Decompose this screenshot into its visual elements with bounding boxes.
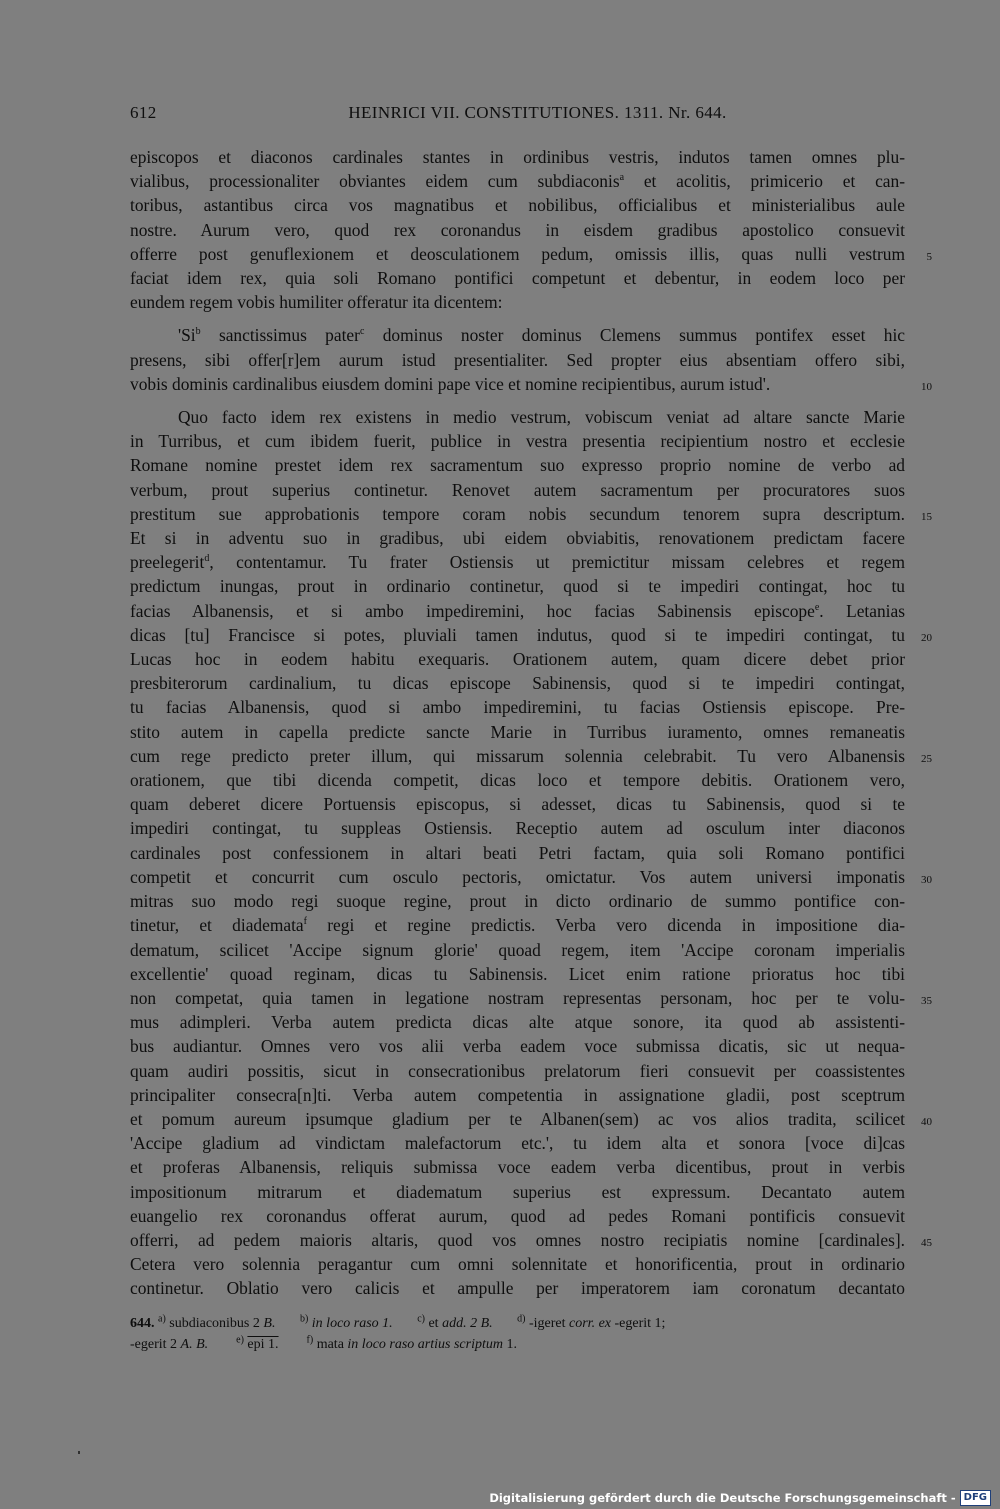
text-line xyxy=(130,218,905,242)
line-number: 10 xyxy=(921,380,932,393)
fn-e-text: epi 1. xyxy=(247,1337,279,1352)
line-number: 25 xyxy=(921,752,932,765)
line-segment: presens, sibi offer[r]em aurum istud presentialiter. Sed propter eius absentiam offero sibi, xyxy=(130,349,905,370)
text-line xyxy=(130,986,932,1010)
text-line xyxy=(130,453,905,477)
line-segment: 'Accipe gladium ad vindictam malefactorum etc.', tu idem alta et sonora [voce di]cas xyxy=(130,1133,905,1154)
fn-d-line2: -egerit 2 xyxy=(130,1337,178,1352)
line-number: 40 xyxy=(921,1115,932,1128)
text-line xyxy=(130,193,905,217)
line-segment: presbiterorum cardinalium, tu dicas episcope Sabinensis, quod si te impediri contingat, xyxy=(130,673,905,694)
line-segment: et acolitis, primicerio et can- xyxy=(624,171,905,192)
line-segment: offerri, ad pedem maioris altaris, quod vos omnes nostro recipiatis nomine [cardinales]. xyxy=(130,1229,905,1250)
text-line xyxy=(130,792,905,816)
fn-c-add: add. xyxy=(442,1316,467,1331)
line-segment: Romane nomine prestet idem rex sacramentum suo expresso proprio nomine de verbo ad xyxy=(130,455,905,476)
fn-b-mark: b) xyxy=(299,1313,309,1325)
page-header xyxy=(130,103,905,127)
main-text xyxy=(130,145,932,1301)
footnotes xyxy=(130,1313,905,1355)
line-number: 35 xyxy=(921,994,932,1007)
fn-a-text: subdiaconibus 2 xyxy=(169,1316,260,1331)
line-segment: , contentamur. Tu frater Ostiensis ut premictitur missam celebres et regem xyxy=(209,552,905,573)
line-segment: regi et regine predictis. Verba vero dicenda in impositione dia- xyxy=(306,915,905,936)
line-segment: offerre post genuflexionem et deosculationem pedum, omissis illis, quas nulli vestrum xyxy=(130,243,905,264)
line-segment: mitras suo modo regi suoque regine, prout in dicto ordinario de summo pontifice con- xyxy=(130,891,905,912)
text-line xyxy=(130,429,905,453)
text-line xyxy=(130,1083,905,1107)
fn-a-source: B. xyxy=(263,1316,276,1331)
text-line xyxy=(130,647,905,671)
fn-f-mark: f) xyxy=(306,1334,314,1346)
line-segment: 'Si xyxy=(178,325,196,346)
line-segment: quam audiri possitis, sicut in consecrationibus prelatorum fieri consuevit per coassistentes xyxy=(130,1060,905,1081)
line-segment: prestitum sue approbationis tempore coram nobis secundum tenorem supra descriptum. xyxy=(130,503,905,524)
line-segment: Lucas hoc in eodem habitu exequaris. Orationem autem, quam dicere debet prior xyxy=(130,649,905,670)
text-line xyxy=(130,1034,905,1058)
line-segment: euangelio rex coronandus offerat aurum, quod ad pedes Romani pontificis consuevit xyxy=(130,1205,905,1226)
footnote-line-1 xyxy=(130,1313,905,1334)
text-line xyxy=(130,145,905,169)
text-line xyxy=(130,744,932,768)
running-title: HEINRICI VII. CONSTITUTIONES. 1311. Nr. 644. xyxy=(348,103,727,122)
line-segment: et pomum aureum ipsumque gladium per te Albanen(sem) ac vos alios tradita, scilicet xyxy=(130,1108,905,1129)
text-line xyxy=(130,816,905,840)
fn-b-text: in loco raso 1. xyxy=(311,1316,393,1331)
page-number: 612 xyxy=(130,103,157,122)
line-segment: sanctissimus pater xyxy=(200,325,360,346)
line-segment: orationem, que tibi dicenda competit, dicas loco et tempore debitis. Orationem vero, xyxy=(130,770,905,791)
text-line xyxy=(130,768,905,792)
text-line xyxy=(130,169,905,193)
text-line xyxy=(130,574,905,598)
line-segment: vobis dominis cardinalibus eiusdem domini pape vice et nomine recipientibus, aurum istud'. xyxy=(130,373,771,394)
fn-c-source: 2 B. xyxy=(470,1316,493,1331)
text-line xyxy=(130,372,932,396)
text-line xyxy=(130,889,905,913)
line-segment: tu facias Albanensis, quod si ambo impediremini, tu facias Ostiensis episcope. Pre- xyxy=(130,697,905,718)
line-segment: impediri contingat, tu suppleas Ostiensis. Receptio autem ad osculum inter diaconos xyxy=(130,818,905,839)
line-segment: continetur. Oblatio vero calicis et ampulle per imperatorem iam coronatum decantato xyxy=(130,1278,905,1299)
text-line xyxy=(130,695,905,719)
line-number: 30 xyxy=(921,873,932,886)
line-segment: et proferas Albanensis, reliquis submissa voce eadem verba dicentibus, prout in verbis xyxy=(130,1157,905,1178)
text-line xyxy=(130,550,905,574)
text-line xyxy=(130,720,905,744)
footnote-number: 644. xyxy=(130,1316,155,1331)
line-segment: predictum inungas, prout in ordinario continetur, quod si te impediri contingat, hoc tu xyxy=(130,576,905,597)
line-segment: in Turribus, et cum ibidem fuerit, publice in vestra presentia recipientium nostro et ecclesie xyxy=(130,431,905,452)
text-line xyxy=(130,405,905,429)
text-line xyxy=(130,938,905,962)
footnote-marker: f xyxy=(303,916,307,928)
text-line xyxy=(130,1155,905,1179)
line-number: 5 xyxy=(926,250,932,263)
line-segment: mus adimpleri. Verba autem predicta dicas alte atque sonore, ita quod ab assistenti- xyxy=(130,1012,905,1033)
scan-speck xyxy=(78,1451,80,1454)
fn-f-note: in loco raso artius scriptum xyxy=(347,1337,503,1352)
text-line xyxy=(130,913,905,937)
fn-d-text2: -egerit 1; xyxy=(614,1316,666,1331)
line-segment: cum rege predicto preter illum, qui missarum solennia celebrabit. Tu vero Albanensis xyxy=(130,745,905,766)
fn-d-mark: d) xyxy=(517,1313,526,1325)
text-line xyxy=(130,623,932,647)
line-segment: episcopos et diaconos cardinales stantes in ordinibus vestris, indutos tamen omnes plu- xyxy=(130,147,905,167)
text-line xyxy=(130,1107,932,1131)
text-line xyxy=(130,962,905,986)
line-segment: competit et concurrit cum osculo pectoris, omictatur. Vos autem universi imponatis xyxy=(130,866,905,887)
line-segment: toribus, astantibus circa vos magnatibus et nobilibus, officialibus et ministerialibus aule xyxy=(130,195,905,216)
paragraph-gap xyxy=(130,314,905,323)
credit-text: Digitalisierung gefördert durch die Deutsche Forschungsgemeinschaft - xyxy=(489,1491,956,1505)
text-line xyxy=(130,1131,905,1155)
line-segment: Cetera vero solennia peragantur cum omni solennitate et honorificentia, prout in ordinario xyxy=(130,1254,905,1275)
line-number: 20 xyxy=(921,631,932,644)
fn-c-text: et xyxy=(428,1316,439,1331)
line-segment: Et si in adventu suo in gradibus, ubi eidem obviabitis, renovationem predictam facere xyxy=(130,528,905,549)
line-segment: facias Albanensis, et si ambo impediremini, hoc facias Sabinensis episcope xyxy=(130,600,815,621)
text-line xyxy=(130,502,932,526)
line-segment: principaliter consecra[n]ti. Verba autem competentia in assignatione gladii, post sceptrum xyxy=(130,1084,905,1105)
line-segment: dematum, scilicet 'Accipe signum glorie' quoad regem, item 'Accipe coronam imperialis xyxy=(130,939,905,960)
text-line xyxy=(130,1204,905,1228)
text-line xyxy=(130,1059,905,1083)
fn-a-mark: a) xyxy=(158,1313,166,1325)
paragraph-gap xyxy=(130,396,905,405)
line-segment: dominus noster dominus Clemens summus pontifex esset hic xyxy=(364,325,905,346)
line-segment: dicas [tu] Francisce si potes, pluviali tamen indutus, quod si te impediri contingat, tu xyxy=(130,624,905,645)
line-segment: eundem regem vobis humiliter offeratur ita dicentem: xyxy=(130,292,503,313)
fn-d-source2: A. B. xyxy=(180,1337,209,1352)
text-line xyxy=(130,1010,905,1034)
text-line xyxy=(130,1180,905,1204)
line-segment: quam deberet dicere Portuensis episcopus, si adesset, dicas tu Sabinensis, quod si te xyxy=(130,794,905,815)
footnote-marker: e xyxy=(814,601,820,613)
text-line xyxy=(130,1252,905,1276)
text-line xyxy=(130,266,905,290)
text-line xyxy=(130,841,905,865)
digitization-credit xyxy=(489,1490,991,1506)
line-number: 15 xyxy=(921,510,932,523)
line-segment: verbum, prout superius continetur. Renovet autem sacramentum per procuratores suos xyxy=(130,479,905,500)
fn-e-mark: e) xyxy=(236,1334,244,1346)
text-line xyxy=(130,1228,932,1252)
fn-f-text: mata xyxy=(316,1337,344,1352)
text-line xyxy=(130,242,932,266)
line-segment: cardinales post confessionem in altari beati Petri factam, quia soli Romano pontifici xyxy=(130,842,905,863)
line-segment: impositionum mitrarum et diadematum superius est expressum. Decantato autem xyxy=(130,1181,905,1202)
text-line xyxy=(130,526,905,550)
text-line xyxy=(130,478,905,502)
line-segment: Quo facto idem rex existens in medio vestrum, vobiscum veniat ad altare sancte Marie xyxy=(178,407,905,428)
text-line xyxy=(130,290,905,314)
line-segment: stito autem in capella predicte sancte Marie in Turribus iuramento, omnes remaneatis xyxy=(130,721,905,742)
line-segment: tinetur, et diademata xyxy=(130,915,304,936)
fn-c-mark: c) xyxy=(417,1313,425,1325)
line-segment: vialibus, processionaliter obviantes eidem cum subdiaconis xyxy=(130,171,620,192)
text-line xyxy=(130,671,905,695)
footnote-marker: a xyxy=(619,172,625,184)
text-line xyxy=(130,348,905,372)
line-segment: preelegerit xyxy=(130,552,205,573)
text-line xyxy=(130,599,905,623)
line-segment: non competat, quia tamen in legatione nostram representas personam, hoc per te volu- xyxy=(130,987,905,1008)
fn-d-corr: corr. ex xyxy=(569,1316,612,1331)
text-line xyxy=(130,323,905,347)
text-line xyxy=(130,1276,905,1300)
text-line xyxy=(130,865,932,889)
footnote-line-2 xyxy=(130,1334,905,1355)
footnote-marker: c xyxy=(359,326,365,338)
line-segment: nostre. Aurum vero, quod rex coronandus in eisdem gradibus apostolico consuevit xyxy=(130,219,905,240)
line-segment: excellentie' quoad reginam, dicas tu Sabinensis. Licet enim ratione prioratus hoc tibi xyxy=(130,963,905,984)
dfg-logo: DFG xyxy=(960,1490,991,1506)
fn-d-text: -igeret xyxy=(528,1316,566,1331)
line-number: 45 xyxy=(921,1236,932,1249)
line-segment: bus audiantur. Omnes vero vos alii verba eadem voce submissa dicatis, sic ut nequa- xyxy=(130,1036,905,1057)
line-segment: . Letanias xyxy=(819,600,905,621)
line-segment: faciat idem rex, quia soli Romano pontifici competunt et debentur, in eodem loco per xyxy=(130,268,905,289)
footnote-marker: b xyxy=(195,326,201,338)
fn-f-end: 1. xyxy=(506,1337,517,1352)
footnote-marker: d xyxy=(204,553,210,565)
